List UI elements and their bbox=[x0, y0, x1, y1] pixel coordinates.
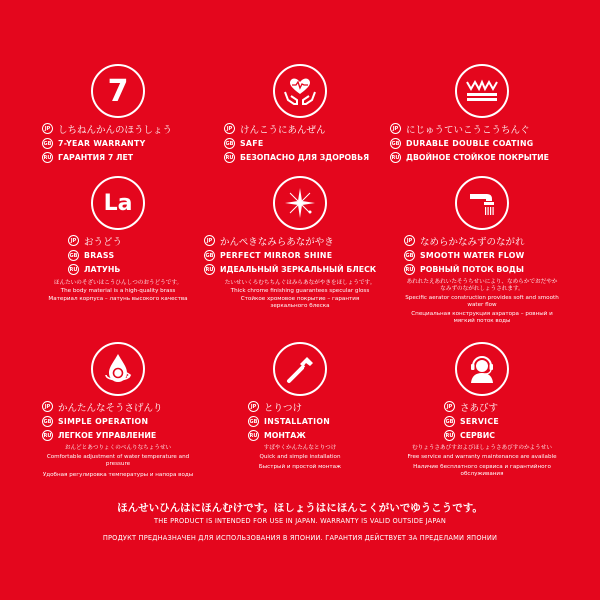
feature-title-jp: かんたんなそうさげんり bbox=[58, 402, 163, 414]
feature-title-ru: МОНТАЖ bbox=[264, 431, 306, 440]
gb-badge: GB bbox=[224, 138, 235, 149]
feature-desc-ru: Специальная конструкция аэратора – ровный и мягкий поток воды bbox=[411, 311, 553, 325]
gb-badge: GB bbox=[204, 250, 215, 261]
feature-desc-en: Free service and warranty maintenance are available bbox=[407, 454, 557, 460]
feature-title-ru: СЕРВИС bbox=[460, 431, 495, 440]
ru-badge: RU bbox=[204, 264, 215, 275]
feature-title-ru: ЛЕГКОЕ УПРАВЛЕНИЕ bbox=[58, 431, 157, 440]
feature-desc-en: The body material is a high-quality brass bbox=[60, 288, 176, 294]
jp-badge: JP bbox=[204, 235, 215, 246]
gb-badge: GB bbox=[444, 416, 455, 427]
jp-badge: JP bbox=[248, 401, 259, 412]
feature-title-jp: かんぺきなみらあながやき bbox=[220, 236, 334, 248]
feature-title-en: INSTALLATION bbox=[264, 417, 331, 426]
feature-title-jp: さあびす bbox=[460, 402, 499, 414]
feature-desc-en: Specific aerator construction provides soft and smooth water flow bbox=[405, 295, 559, 309]
jp-badge: JP bbox=[404, 235, 415, 246]
gb-badge: GB bbox=[390, 138, 401, 149]
feature-title-ru: РОВНЫЙ ПОТОК ВОДЫ bbox=[420, 265, 524, 274]
footer-notice-jp: ほんせいひんはにほんむけです。ほしょうはにほんこくがいでゆうこうです。 bbox=[117, 502, 483, 514]
feature-desc-ru: Наличие бесплатного сервиса и гарантийного обслуживания bbox=[413, 464, 551, 478]
ru-badge: RU bbox=[248, 430, 259, 441]
jp-badge: JP bbox=[224, 123, 235, 134]
jp-badge: JP bbox=[42, 401, 53, 412]
jp-badge: JP bbox=[390, 123, 401, 134]
feature-desc-en: Quick and simple installation bbox=[259, 454, 341, 460]
feature-title-en: SIMPLE OPERATION bbox=[58, 417, 149, 426]
feature-title-en: SERVICE bbox=[460, 417, 500, 426]
feature-title-ru: БЕЗОПАСНО ДЛЯ ЗДОРОВЬЯ bbox=[240, 153, 370, 162]
ru-badge: RU bbox=[224, 152, 235, 163]
seven-icon bbox=[91, 64, 145, 118]
feature-desc-jp: おんどとあつりょくのべんりなちょうせい bbox=[64, 445, 172, 451]
feature-title-en: DURABLE DOUBLE COATING bbox=[406, 139, 534, 148]
feature-title-en: 7-YEAR WARRANTY bbox=[58, 139, 146, 148]
ru-badge: RU bbox=[444, 430, 455, 441]
footer-notice-ru: ПРОДУКТ ПРЕДНАЗНАЧЕН ДЛЯ ИСПОЛЬЗОВАНИЯ В ЯПОНИИ. ГАРАНТИЯ ДЕЙСТВУЕТ ЗА ПРЕДЕЛАМИ ЯПОНИИ bbox=[102, 534, 498, 542]
footer-notice-en: THE PRODUCT IS INTENDED FOR USE IN JAPAN. WARRANTY IS VALID OUTSIDE JAPAN bbox=[154, 517, 446, 525]
aerator-icon bbox=[455, 176, 509, 230]
feature-desc-ru: Стойкое хромовое покрытие – гарантия зеркального блеска bbox=[240, 296, 360, 310]
feature-title-jp: にじゅうていこうこうちんぐ bbox=[406, 124, 530, 136]
brass-la-icon bbox=[91, 176, 145, 230]
feature-desc-jp: すばやくかんたんなとりつけ bbox=[263, 445, 337, 451]
wrench-icon bbox=[273, 342, 327, 396]
brass-la-icon-text: La bbox=[103, 190, 133, 216]
feature-title-en: SMOOTH WATER FLOW bbox=[420, 251, 525, 260]
gb-badge: GB bbox=[68, 250, 79, 261]
gb-badge: GB bbox=[42, 416, 53, 427]
feature-title-ru: ИДЕАЛЬНЫЙ ЗЕРКАЛЬНЫЙ БЛЕСК bbox=[220, 265, 377, 274]
seven-icon-text: 7 bbox=[107, 73, 129, 109]
feature-title-jp: けんこうにあんぜん bbox=[240, 124, 326, 136]
feature-desc-en: Comfortable adjustment of water temperature and pressure bbox=[46, 454, 190, 468]
feature-desc-ru: Материал корпуса – латунь высокого качества bbox=[48, 296, 188, 302]
feature-title-jp: しちねんかんのほうしょう bbox=[58, 124, 173, 136]
feature-title-en: SAFE bbox=[240, 139, 264, 148]
heart-hands-icon bbox=[273, 64, 327, 118]
feature-title-ru: ГАРАНТИЯ 7 ЛЕТ bbox=[58, 153, 134, 162]
ru-badge: RU bbox=[390, 152, 401, 163]
feature-desc-jp: たいせいくろむちちんぐはみらあながやきをほしょうです。 bbox=[224, 280, 376, 286]
feature-title-ru: ДВОЙНОЕ СТОЙКОЕ ПОКРЫТИЕ bbox=[406, 153, 549, 162]
ru-badge: RU bbox=[68, 264, 79, 275]
feature-desc-en: Thick chrome finishing guarantees specular gloss bbox=[230, 288, 370, 294]
feature-title-ru: ЛАТУНЬ bbox=[84, 265, 121, 274]
jp-badge: JP bbox=[42, 123, 53, 134]
jp-badge: JP bbox=[68, 235, 79, 246]
feature-desc-jp: あれれたえあれいたそうちせいにより、なめらかでおだやかなみずのながれしょうされます。 bbox=[406, 279, 558, 293]
feature-title-jp: とりつけ bbox=[264, 402, 303, 414]
feature-title-jp: おうどう bbox=[84, 236, 123, 248]
sparkle-icon bbox=[273, 176, 327, 230]
feature-desc-jp: ほんたいのそざいはこうひんしつのおうどうです。 bbox=[53, 280, 183, 286]
feature-title-en: BRASS bbox=[84, 251, 115, 260]
feature-desc-ru: Быстрый и простой монтаж bbox=[258, 464, 342, 470]
headset-icon bbox=[455, 342, 509, 396]
jp-badge: JP bbox=[444, 401, 455, 412]
feature-desc-ru: Удобная регулировка температуры и напора воды bbox=[42, 472, 194, 478]
water-drop-icon bbox=[91, 342, 145, 396]
ru-badge: RU bbox=[42, 152, 53, 163]
ru-badge: RU bbox=[42, 430, 53, 441]
gb-badge: GB bbox=[248, 416, 259, 427]
gb-badge: GB bbox=[404, 250, 415, 261]
layers-icon bbox=[455, 64, 509, 118]
gb-badge: GB bbox=[42, 138, 53, 149]
ru-badge: RU bbox=[404, 264, 415, 275]
feature-title-en: PERFECT MIRROR SHINE bbox=[220, 251, 333, 260]
feature-title-jp: なめらかなみずのながれ bbox=[420, 236, 525, 248]
feature-desc-jp: むりょうさあびすおよびほしょうさあびすのかようせい bbox=[412, 445, 552, 451]
